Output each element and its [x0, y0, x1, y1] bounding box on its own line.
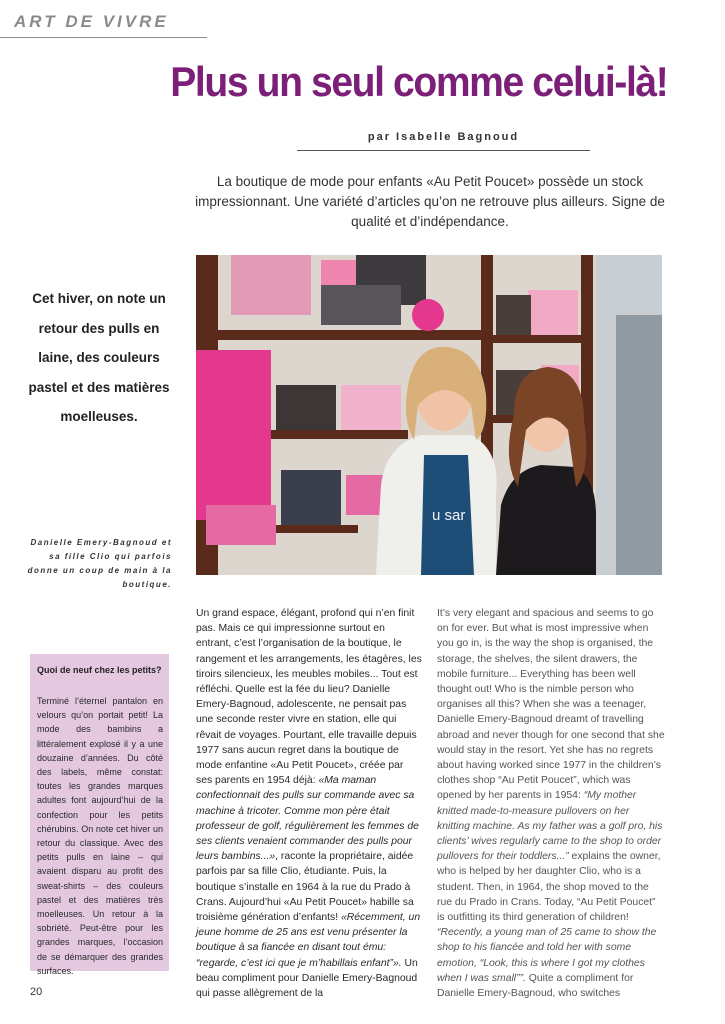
en-paragraph-2: explains the owner, who is helped by her daughter Clio, who is a student. Then, in 1964, the shop moved to the rue du Prado in Crans. Today, “Au Petit Poucet” is outfitting its third generation of children!	[437, 851, 661, 924]
lead-paragraph: La boutique de mode pour enfants «Au Petit Poucet» possède un stock impressionnant. Une variété d’articles qu’on ne retrouve plus ailleurs. Signe de qualité et d’indépendance.	[195, 174, 665, 229]
fr-paragraph-3: Un beau compliment pour Danielle Emery-Bagnoud qui passe allègrement de la	[196, 957, 418, 1000]
en-paragraph-1: It’s very elegant and spacious and seems to go on for ever. But what is most impressive when you go in, is the way the shop is organised, the storage, the shelves, the silent drawers, the mobile furniture... Everything has been well thought out! Who is the nimble person who organises all this? When she was a teenager, Danielle Emery-Bagnoud dreamt of travelling abroad and never though for one second that she would stay in the resort. Yet she has no regrets about having worked since 1977 in the children’s clothes shop “Au Petit Poucet”, which was opened by her parents in 1954:	[437, 608, 665, 802]
page-number: 20	[30, 986, 43, 998]
article-title: Plus un seul comme celui-là!	[170, 58, 668, 105]
article-photo	[196, 255, 662, 575]
section-divider	[0, 37, 207, 38]
shirt-print-text: u sar	[432, 507, 466, 524]
article-body-english	[437, 606, 665, 1001]
sidebar-body: Terminé l’éternel pantalon en velours qu’on portait petit! La mode des bambins a littéralement explosé il y a une douzaine d’années. Du côté des labels, même constat: toutes les grandes marques adultes font aujourd’hui de la confection pour les petits chérubins. On note cet hiver un retour du classique. Avec des petits pulls en laine – qui avaient disparu au profit des sweat-shirts – des couleurs pastel et des matières très moelleuses. Un retour à la sobriété. Peut-être pour les grandes marques, l’occasion de se démarquer des grandes surfaces.	[37, 696, 163, 976]
en-paragraph-3: Quite a compliment for Danielle Emery-Bagnoud, who switches	[437, 972, 634, 1000]
photo-caption: Danielle Emery-Bagnoud et sa fille Clio qui parfois donne un coup de main à la boutique.	[27, 538, 172, 589]
section-label: ART DE VIVRE	[14, 12, 169, 31]
byline-divider	[297, 150, 590, 151]
boutique-photo-illustration	[196, 255, 662, 575]
pull-quote: Cet hiver, on note un retour des pulls en laine, des couleurs pastel et des matières moelleuses.	[28, 291, 170, 424]
article-body-french	[196, 606, 422, 1001]
fr-quote-2: «Récemment, un jeune homme de 25 ans est venu présenter la boutique à sa fiancée en disant tout ému: “regarde, c’est ici que je m’habillais enfant”».	[196, 912, 421, 969]
sidebar-box	[30, 654, 169, 976]
fr-paragraph-1: Un grand espace, élégant, profond qui n’en finit pas. Mais ce qui impressionne surtout en entrant, c’est l’organisation de la boutique, le rangement et les arrangements, les étagères, les tiroirs silencieux, les meubles mobiles... Tout est réfléchi. Quelle est la fée du lieu? Danielle Emery-Bagnoud, adolescente, ne pensait pas une seconde rester vivre en station, elle qui rêvait de voyages. Pourtant, elle travaille depuis 1977 sans aucun regret dans la boutique de mode enfantine «Au Petit Poucet», créée par ses parents en 1954 déjà:	[196, 608, 422, 787]
fr-paragraph-2: , raconte la propriétaire, aidée parfois par sa fille Clio, étudiante. Puis, la boutique s’installe en 1964 à la rue du Prado à Crans. Aujourd’hui «Au Petit Poucet» habille sa troisième génération d’enfants!	[196, 851, 414, 924]
en-quote-2: “Recently, a young man of 25 came to show the shop to his fiancée and told her with some emotion, “Look, this is where I got my clothes when I was small””.	[437, 927, 657, 984]
fr-quote-1: «Ma maman confectionnait des pulls sur commande avec sa machine à tricoter. Comme mon père était professeur de golf, régulièrement les femmes de ses clients venaient commander des pulls pour leurs bambins...»	[196, 775, 419, 863]
sidebar-title: Quoi de neuf chez les petits?	[37, 665, 162, 675]
en-quote-1: “My mother knitted made-to-measure pullovers on her knitting machine. As my father was a golf pro, his clients’ wives regularly came to the shop to order pullovers for their toddlers...”	[437, 790, 663, 863]
byline: par Isabelle Bagnoud	[367, 131, 520, 143]
